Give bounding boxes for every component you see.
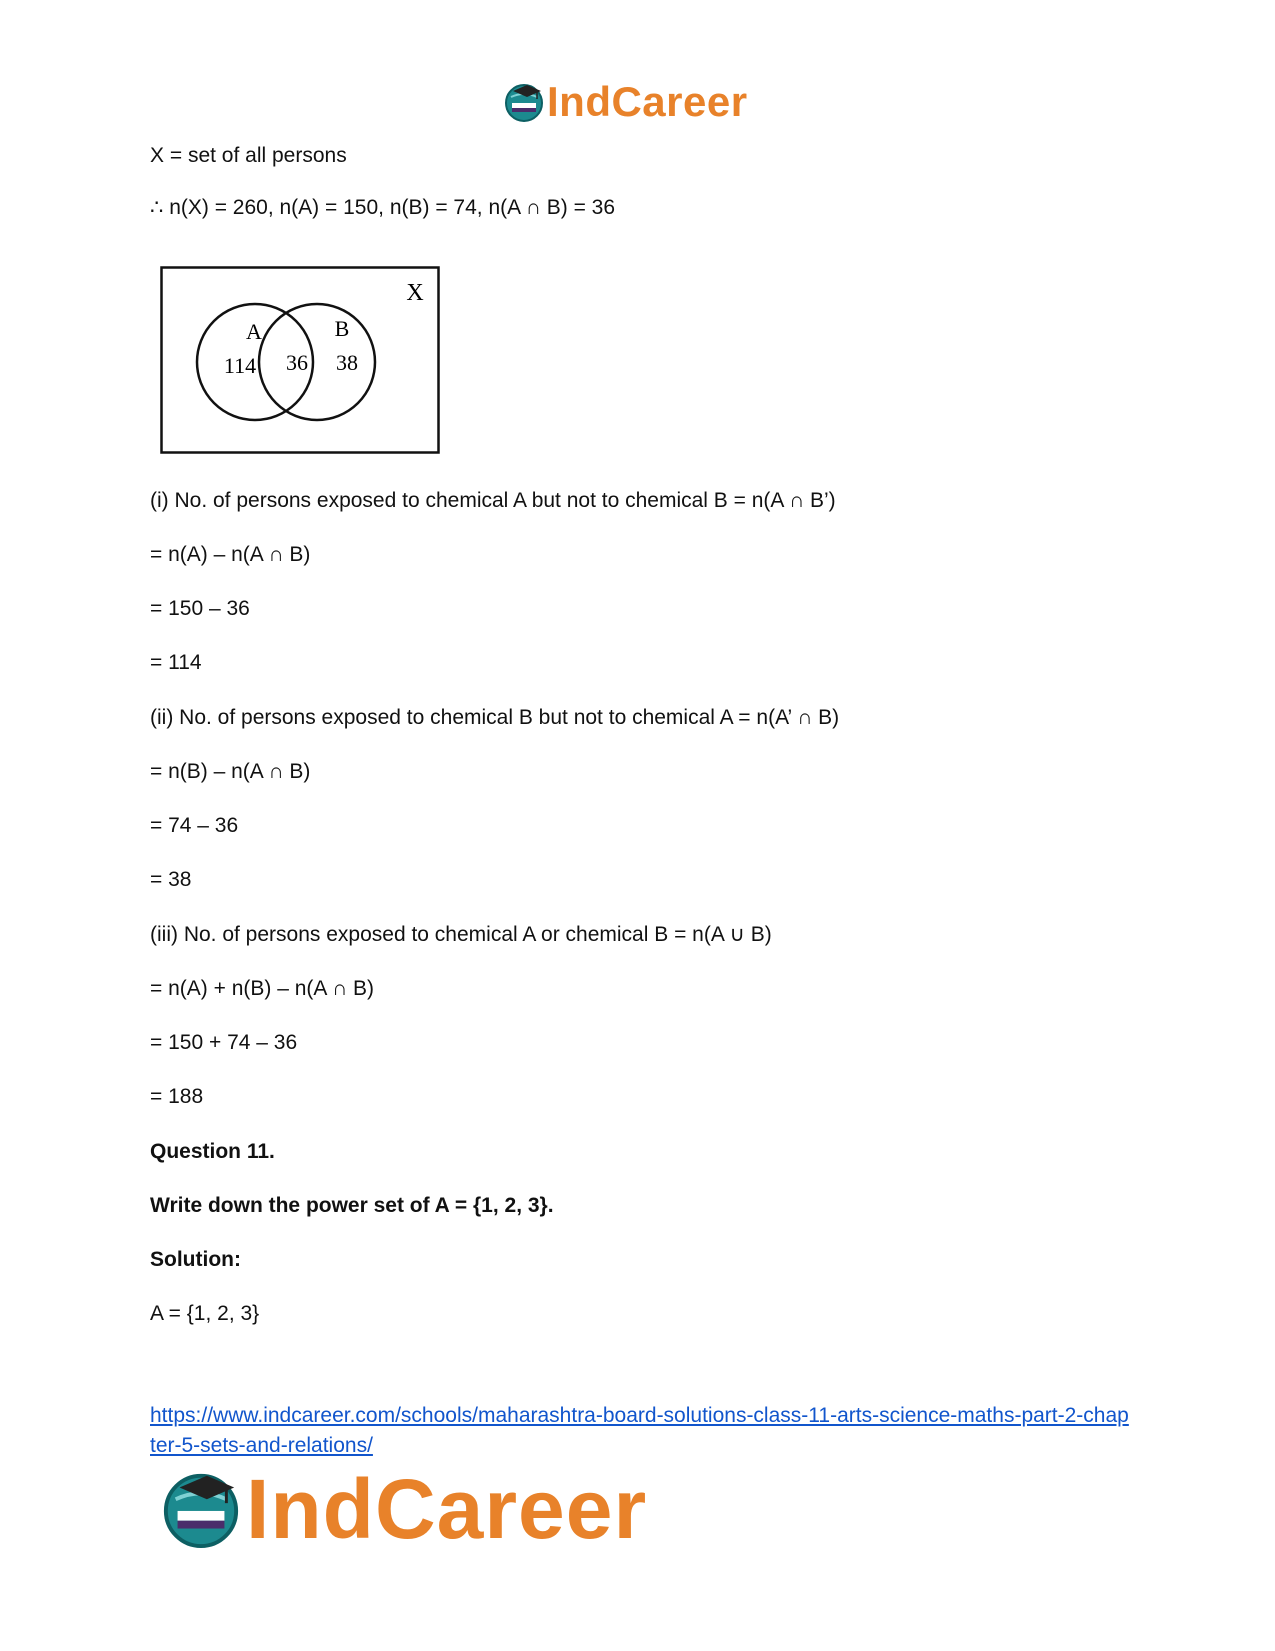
venn-universe-label: X	[406, 280, 424, 306]
venn-only-a-value: 114	[223, 353, 257, 378]
brand-name: IndCareer	[246, 1462, 648, 1556]
question-title: Question 11.	[150, 1140, 275, 1163]
part3-step2: = 150 + 74 – 36	[150, 1031, 298, 1054]
line-universe: X = set of all persons	[150, 144, 347, 167]
line-given: ∴ n(X) = 260, n(A) = 150, n(B) = 74, n(A ∩ B) = 36	[150, 196, 616, 219]
part3-result: = 188	[150, 1085, 204, 1108]
footer-logo	[160, 1464, 647, 1554]
part2-step1: = n(B) – n(A ∩ B)	[150, 760, 311, 783]
venn-diagram	[160, 266, 440, 454]
brand-name: IndCareer	[547, 78, 748, 125]
globe-cap-icon	[160, 1468, 242, 1550]
question-text: Write down the power set of A = {1, 2, 3}.	[150, 1194, 554, 1217]
part1-step1: = n(A) – n(A ∩ B)	[150, 543, 311, 566]
venn-only-b-value: 38	[336, 350, 358, 375]
venn-intersection-value: 36	[286, 350, 308, 375]
part3-step1: = n(A) + n(B) – n(A ∩ B)	[150, 977, 375, 1000]
part1-heading: (i) No. of persons exposed to chemical A but not to chemical B = n(A ∩ B’)	[150, 489, 836, 512]
part3-heading: (iii) No. of persons exposed to chemical A or chemical B = n(A ∪ B)	[150, 923, 772, 946]
venn-set-a-label: A	[246, 319, 262, 344]
part2-step2: = 74 – 36	[150, 814, 239, 837]
part1-result: = 114	[150, 651, 202, 674]
part2-heading: (ii) No. of persons exposed to chemical B but not to chemical A = n(A’ ∩ B)	[150, 706, 840, 729]
part2-result: = 38	[150, 868, 192, 891]
part1-step2: = 150 – 36	[150, 597, 250, 620]
solution-label: Solution:	[150, 1248, 241, 1271]
source-link[interactable]: https://www.indcareer.com/schools/maharashtra-board-solutions-class-11-arts-science-maths-part-2-chapter-5-sets-and-relations/	[150, 1404, 1129, 1457]
header-logo	[503, 76, 748, 128]
globe-cap-icon	[503, 81, 545, 123]
solution-line: A = {1, 2, 3}	[150, 1302, 260, 1325]
venn-set-b-label: B	[334, 316, 350, 341]
